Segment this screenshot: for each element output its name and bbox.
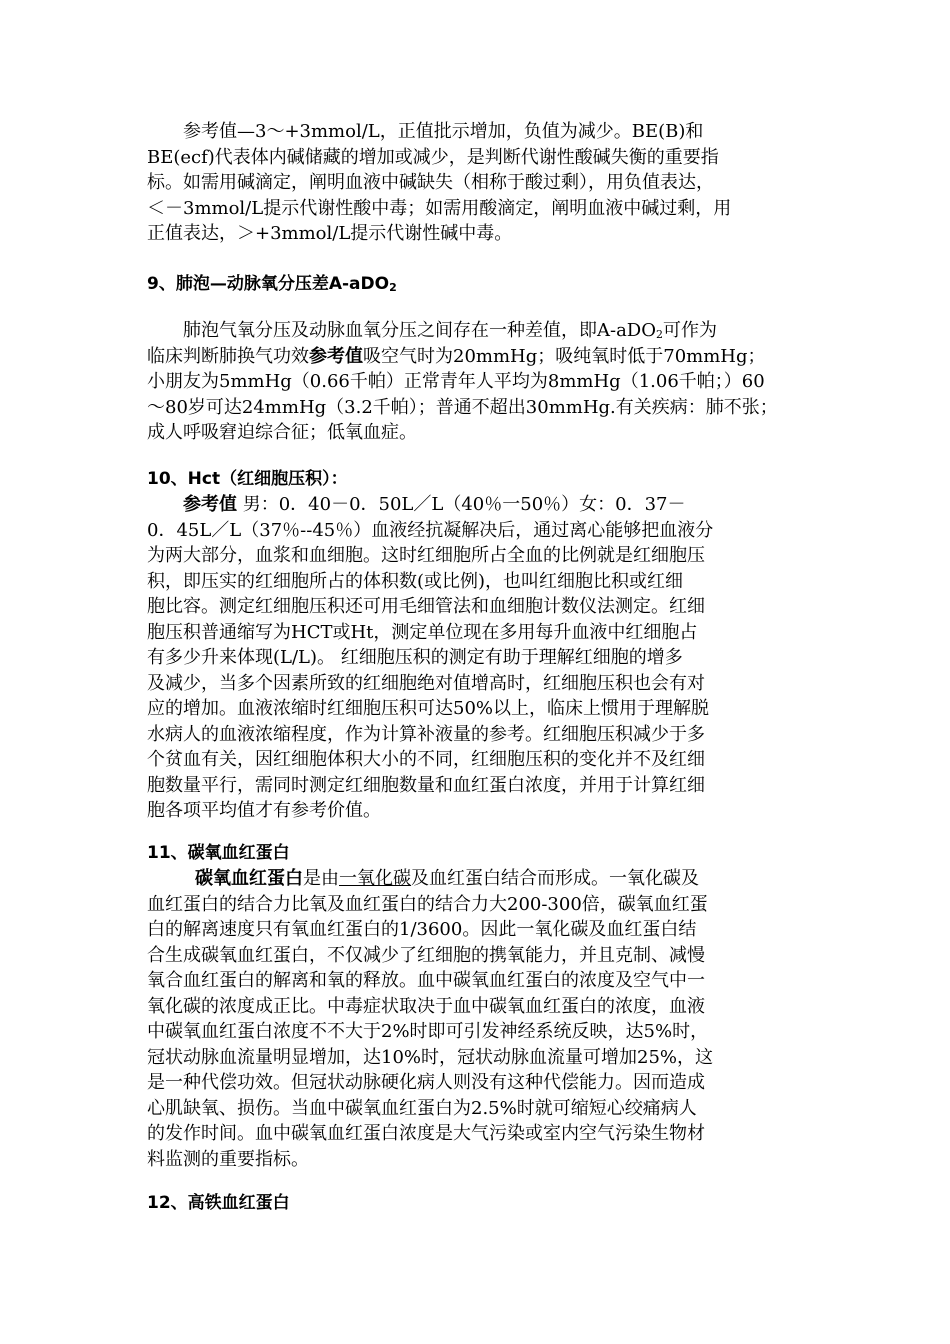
bold-term: 碳氧血红蛋白 [195,868,303,889]
text-run: 吸空气时为20mmHg；吸纯氧时低于70mmHg； [363,345,766,367]
text-line: 心肌缺氧、损伤。当血中碳氧血红蛋白为2.5%时就可缩短心绞痛病人 [147,1097,697,1119]
text-run: 临床判断肺换气功效 [147,345,309,367]
paragraph-hct [147,492,817,824]
heading-text: 9、肺泡—动脉氧分压差A-aDO [147,274,390,294]
text-line: 小朋友为5mmHg（0.66千帕）正常青年人平均为8mmHg（1.06千帕；）60 [147,371,765,392]
bold-term: 参考值 [309,345,363,367]
text-line: 标。如需用碱滴定，阐明血液中碱缺失（相称于酸过剩），用负值表达， [147,172,714,193]
subscript: 2 [656,328,663,341]
text-line: 胞比容。测定红细胞压积还可用毛细管法和血细胞计数仪法测定。红细 [147,596,705,617]
text-line: 白的解离速度只有氧血红蛋白的1/3600。因此一氧化碳及血红蛋白结 [147,919,697,940]
text-line: 胞压积普通缩写为HCT或Ht，测定单位现在多用每升血液中红细胞占 [147,621,698,643]
text-line: 冠状动脉血流量明显增加，达10%时，冠状动脉血流量可增加25%，这 [147,1046,714,1068]
text-line: 合生成碳氧血红蛋白，不仅减少了红细胞的携氧能力，并且克制、减慢 [147,944,705,966]
heading-text: 10、Hct（红细胞压积）： [147,469,348,489]
text-line: 氧合血红蛋白的解离和氧的释放。血中碳氧血红蛋白的浓度及空气中一 [147,970,705,991]
text-run: 男：0．40－0．50L／L（40％一50％）女：0．37－ [237,494,686,515]
text-line: ～80岁可达24mmHg（3.2千帕）；普通不超出30mmHg.有关疾病：肺不张； [147,396,778,418]
text-line: 应的增加。血液浓缩时红细胞压积可达50%以上，临床上惯用于理解脱 [147,698,710,719]
text-line: 胞数量平行，需同时测定红细胞数量和血红蛋白浓度，并用于计算红细 [147,774,705,796]
text-line: 氧化碳的浓度成正比。中毒症状取决于血中碳氧血红蛋白的浓度，血液 [147,995,705,1017]
text-line: 胞各项平均值才有参考价值。 [147,800,381,821]
text-run: 肺泡气氧分压及动脉血氧分压之间存在一种差值，即A-aDO [183,320,656,341]
text-line: 为两大部分，血浆和血细胞。这时红细胞所占全血的比例就是红细胞压 [147,545,705,566]
text-line [147,344,817,370]
paragraph-be [147,119,817,247]
text-line: 参考值—3～+3mmol/L，正值批示增加，负值为减少。BE(B)和 [183,121,704,142]
text-line: 个贫血有关，因红细胞体积大小的不同，红细胞压积的变化并不及红细 [147,749,705,770]
text-line: 有多少升来体现(L/L)。 红细胞压积的测定有助于理解红细胞的增多 [147,647,683,668]
subscript: 2 [389,281,397,294]
section-heading-9 [147,272,397,298]
bold-term: 参考值 [183,494,237,515]
paragraph-a-ado2 [147,318,817,446]
section-heading-11 [147,841,290,867]
carbon-monoxide-link[interactable]: 一氧化碳 [339,868,411,889]
text-line: 是一种代偿功效。但冠状动脉硬化病人则没有这种代偿能力。因而造成 [147,1072,705,1093]
text-line: 0．45L／L（37％--45％）血液经抗凝解决后，通过离心能够把血液分 [147,519,714,541]
section-heading-10 [147,467,348,493]
text-line: BE(ecf)代表体内碱储藏的增加或减少，是判断代谢性酸碱失衡的重要指 [147,146,719,168]
text-line: ＜－3mmol/L提示代谢性酸中毒；如需用酸滴定，阐明血液中碱过剩，用 [147,197,732,219]
text-line: 中碳氧血红蛋白浓度不不大于2%时即可引发神经系统反映，达5%时， [147,1021,709,1042]
text-run: 及血红蛋白结合而形成。一氧化碳及 [411,868,699,889]
section-heading-12 [147,1191,290,1217]
paragraph-carboxyhemoglobin [147,866,817,1172]
text-line: 正值表达，＞+3mmol/L提示代谢性碱中毒。 [147,223,513,244]
heading-text: 12、高铁血红蛋白 [147,1193,290,1213]
text-line: 料监测的重要指标。 [147,1148,309,1170]
heading-text: 11、碳氧血红蛋白 [147,843,290,863]
text-line [147,492,817,518]
text-line: 成人呼吸窘迫综合征；低氧血症。 [147,422,417,443]
text-line [147,866,817,892]
text-line: 水病人的血液浓缩程度，作为计算补液量的参考。红细胞压积减少于多 [147,723,705,745]
text-line: 积，即压实的红细胞所占的体积数(或比例)，也叫红细胞比积或红细 [147,570,684,592]
text-run: 是由 [303,868,339,889]
text-run: 可作为 [663,320,717,341]
text-line [147,318,817,344]
text-line: 血红蛋白的结合力比氧及血红蛋白的结合力大200-300倍，碳氧血红蛋 [147,893,708,915]
text-line: 的发作时间。血中碳氧血红蛋白浓度是大气污染或室内空气污染生物材 [147,1123,705,1144]
text-line: 及减少，当多个因素所致的红细胞绝对值增高时，红细胞压积也会有对 [147,672,705,694]
